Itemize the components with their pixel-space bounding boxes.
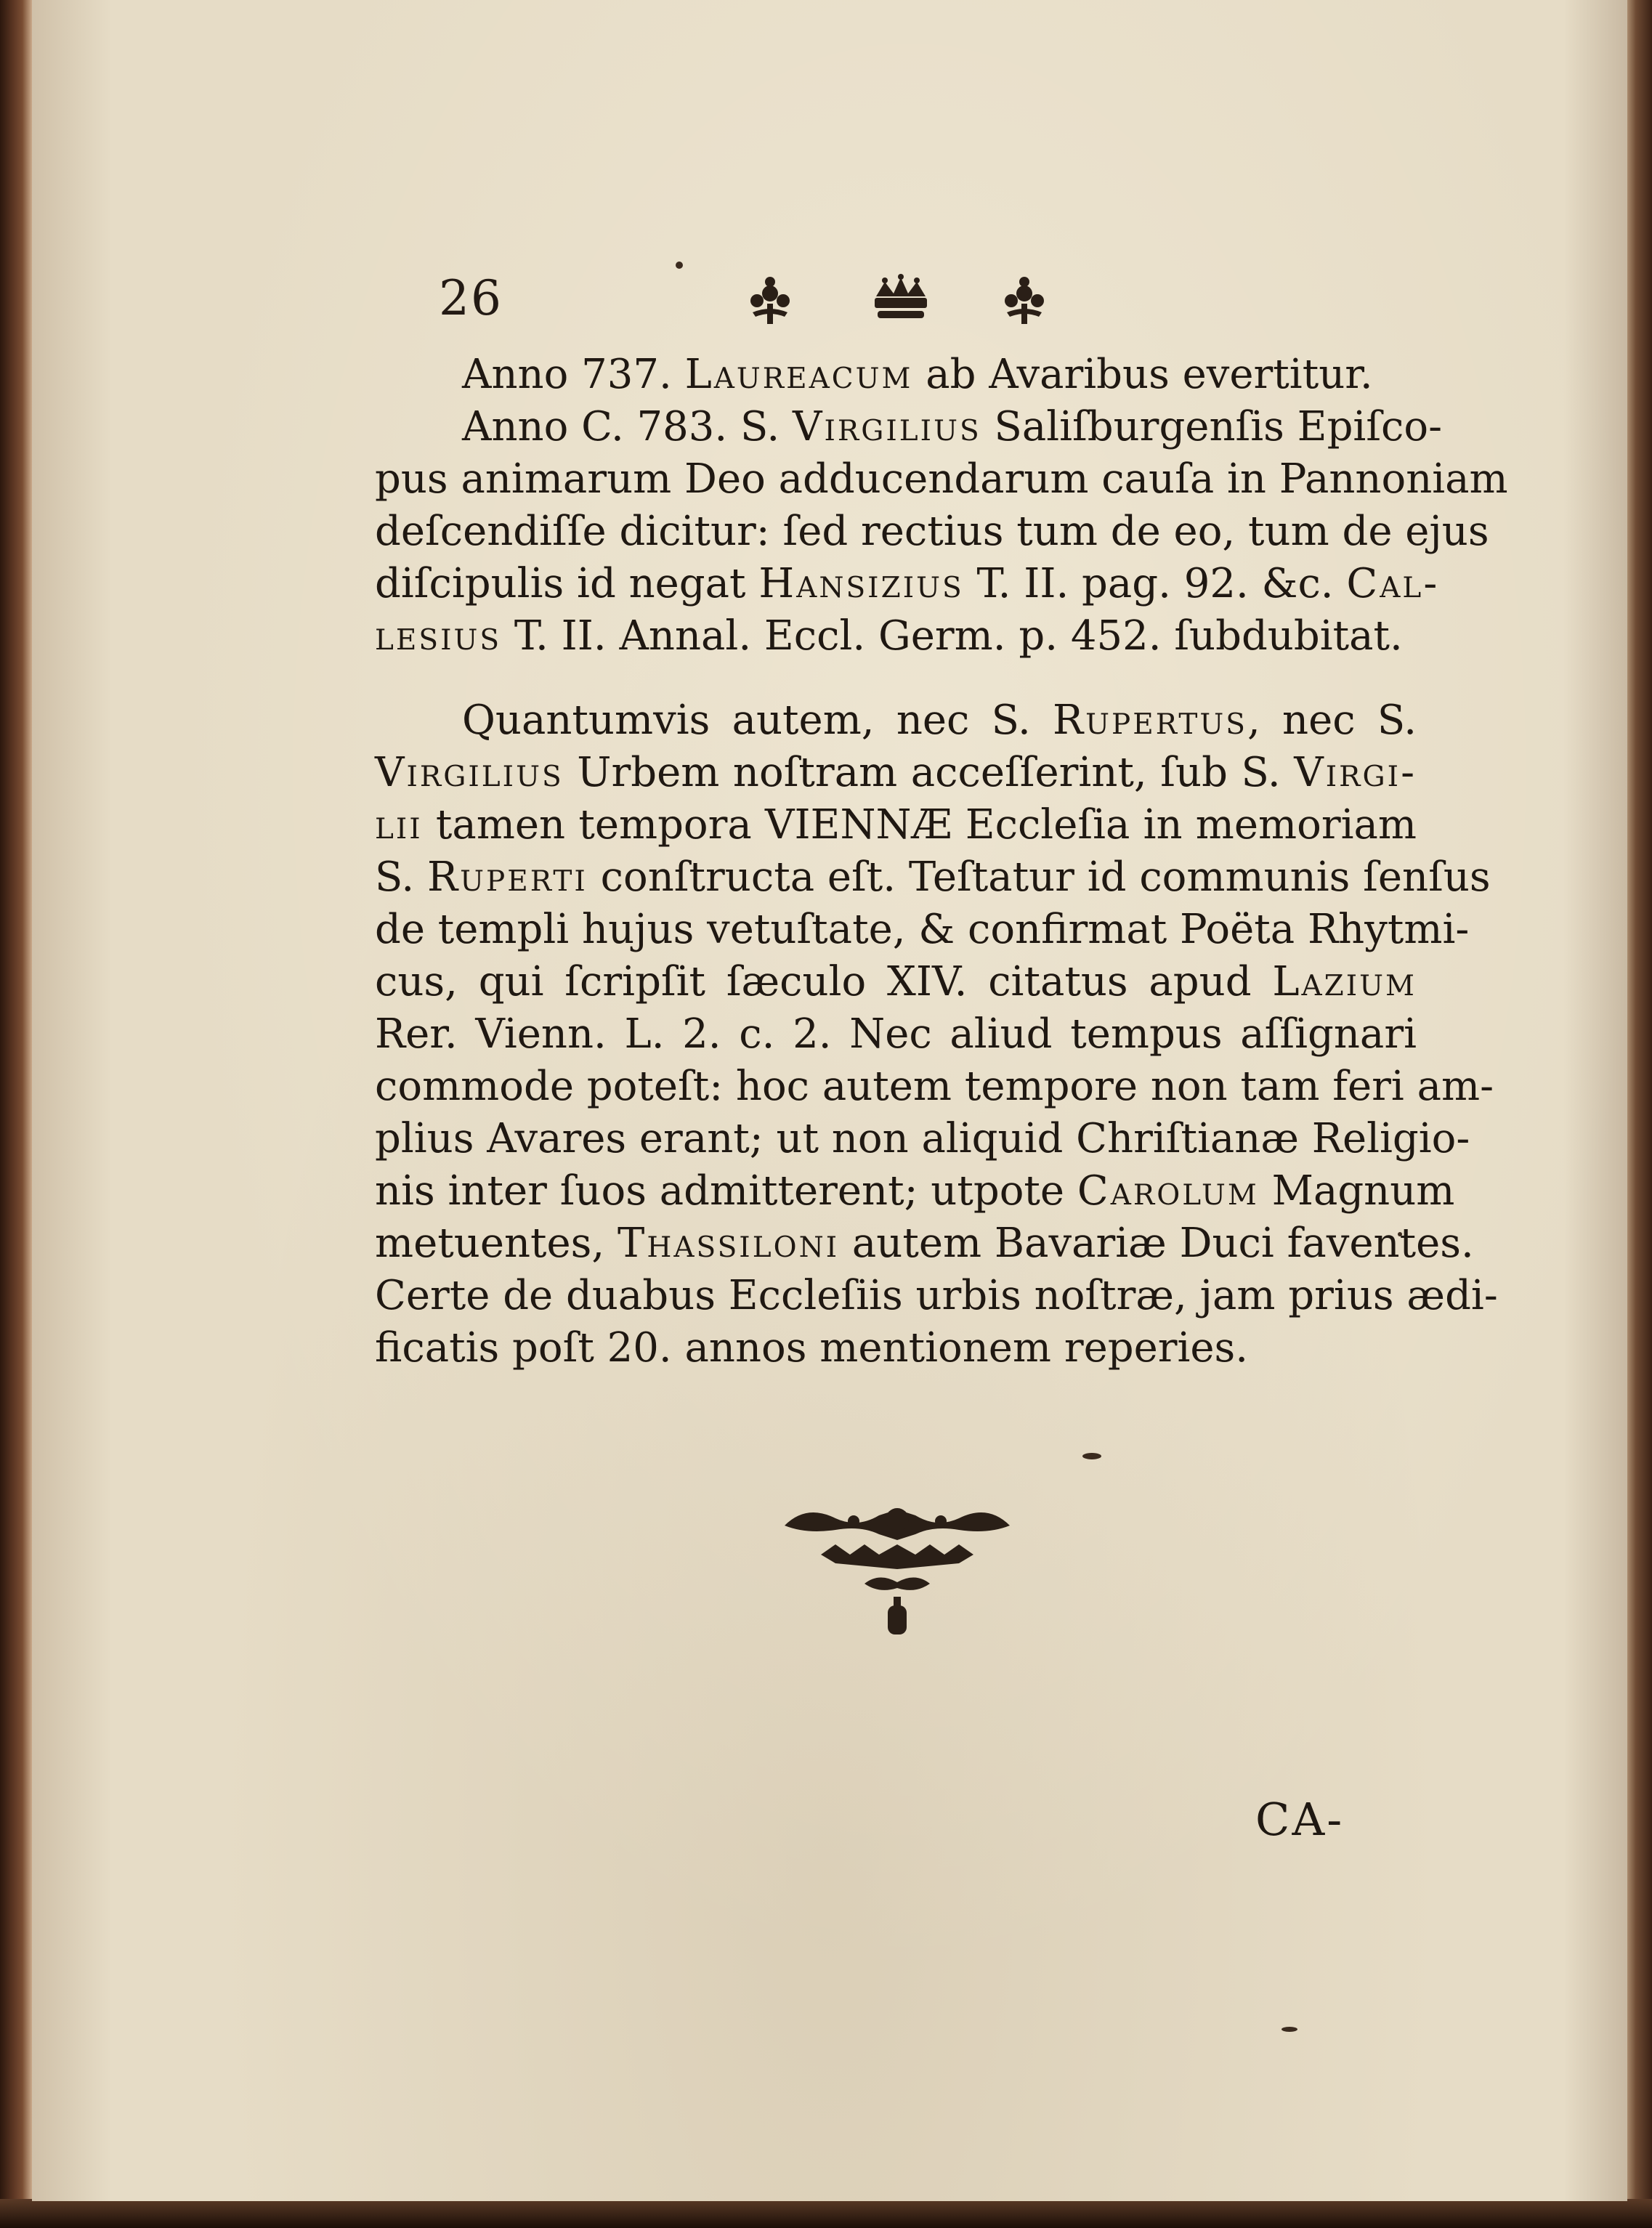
book-binding-right — [1627, 0, 1652, 2228]
floral-tailpiece-icon — [777, 1496, 1017, 1656]
small-caps-name: Thassiloni — [618, 1220, 840, 1267]
text-line — [375, 1061, 1494, 1113]
small-caps-name: lesius — [375, 612, 502, 660]
fleuron-icon — [750, 277, 790, 324]
text-line — [375, 610, 1417, 663]
book-edge-bottom — [0, 2199, 1652, 2228]
book-binding-left — [0, 0, 32, 2228]
paper-speck — [1082, 1453, 1101, 1459]
small-caps-name: Hansizius — [758, 560, 964, 607]
text-segment: plius Avares erant; ut non aliquid Chriſtianæ Religio- — [375, 1115, 1470, 1162]
small-caps-name: lii — [375, 801, 423, 848]
small-caps-name: Lazium — [1272, 958, 1417, 1005]
text-segment: deſcendiſſe dicitur: ſed rectius tum de eo, tum de ejus — [375, 508, 1489, 555]
page-number: 26 — [439, 270, 503, 326]
text-segment: , nec S. — [1247, 697, 1417, 744]
text-segment: Anno C. 783. S. — [462, 403, 793, 450]
body-text — [375, 349, 1508, 1374]
text-segment: de templi hujus vetuſtate, & confirmat Poëta Rhytmi- — [375, 906, 1470, 953]
text-line — [375, 747, 1417, 799]
text-segment: Quantumvis autem, nec S. — [462, 697, 1053, 744]
paper-speck — [676, 262, 683, 269]
text-line — [375, 694, 1417, 747]
small-caps-name: Carolum — [1077, 1167, 1259, 1215]
paper-speck — [1281, 2027, 1297, 2032]
text-segment: diſcipulis id negat — [375, 560, 759, 607]
text-line — [375, 401, 1443, 453]
text-line — [375, 558, 1440, 610]
text-line — [375, 1113, 1470, 1165]
text-segment: ab Avaribus evertitur. — [912, 351, 1373, 398]
text-line — [375, 1270, 1498, 1322]
catchword: CA- — [1255, 1793, 1345, 1846]
text-segment: pus animarum Deo adducendarum cauſa in Pannoniam — [375, 455, 1508, 503]
text-segment: Urbem noſtram acceſſerint, ſub S. — [563, 749, 1295, 796]
header-ornaments — [734, 269, 1082, 334]
small-caps-name: Virgi- — [1294, 749, 1417, 796]
text-line — [375, 1008, 1417, 1061]
text-segment: autem Bavariæ Duci faventes. — [839, 1220, 1474, 1267]
text-line — [375, 1218, 1474, 1270]
text-line — [375, 851, 1491, 904]
small-caps-name: Rupertus — [1053, 697, 1248, 744]
text-segment: Rer. Vienn. L. 2. c. 2. Nec aliud tempus aſſignari — [375, 1010, 1417, 1058]
text-segment: tamen tempora VIENNÆ Eccleſia in memoriam — [422, 801, 1417, 848]
text-segment: cus, qui ſcripſit ſæculo XIV. citatus apud — [375, 958, 1273, 1005]
small-caps-name: Ruperti — [426, 854, 588, 901]
small-caps-name: Virgilius — [793, 403, 981, 450]
text-segment: metuentes, — [375, 1220, 618, 1267]
text-line — [375, 956, 1417, 1008]
text-segment: Magnum — [1258, 1167, 1455, 1215]
text-segment: Saliſburgenſis Epiſco- — [981, 403, 1443, 450]
text-segment: Certe de duabus Eccleſiis urbis noſtræ, jam prius ædi- — [375, 1272, 1498, 1319]
text-segment: nis inter ſuos admitterent; utpote — [375, 1167, 1077, 1215]
text-segment: Anno 737. — [462, 351, 685, 398]
small-caps-name: Cal- — [1346, 560, 1440, 607]
text-segment: commode poteſt: hoc autem tempore non tam feri am- — [375, 1063, 1494, 1110]
text-segment: S. — [375, 854, 427, 901]
text-line — [375, 799, 1417, 851]
text-segment: conſtructa eſt. Teſtatur id communis ſenſus — [587, 854, 1491, 901]
text-line — [375, 506, 1489, 558]
text-line — [375, 1322, 1417, 1374]
text-line — [375, 349, 1417, 401]
text-segment: ficatis poſt 20. annos mentionem reperies. — [375, 1324, 1249, 1372]
crown-icon — [875, 274, 927, 318]
fleuron-icon — [1005, 277, 1044, 324]
text-segment: T. II. Annal. Eccl. Germ. p. 452. ſubdubitat. — [501, 612, 1403, 660]
text-line — [375, 453, 1508, 506]
text-segment: T. II. pag. 92. &c. — [963, 560, 1347, 607]
small-caps-name: Virgilius — [375, 749, 564, 796]
text-line — [375, 1165, 1455, 1218]
text-line — [375, 904, 1470, 956]
small-caps-name: Laureacum — [684, 351, 913, 398]
